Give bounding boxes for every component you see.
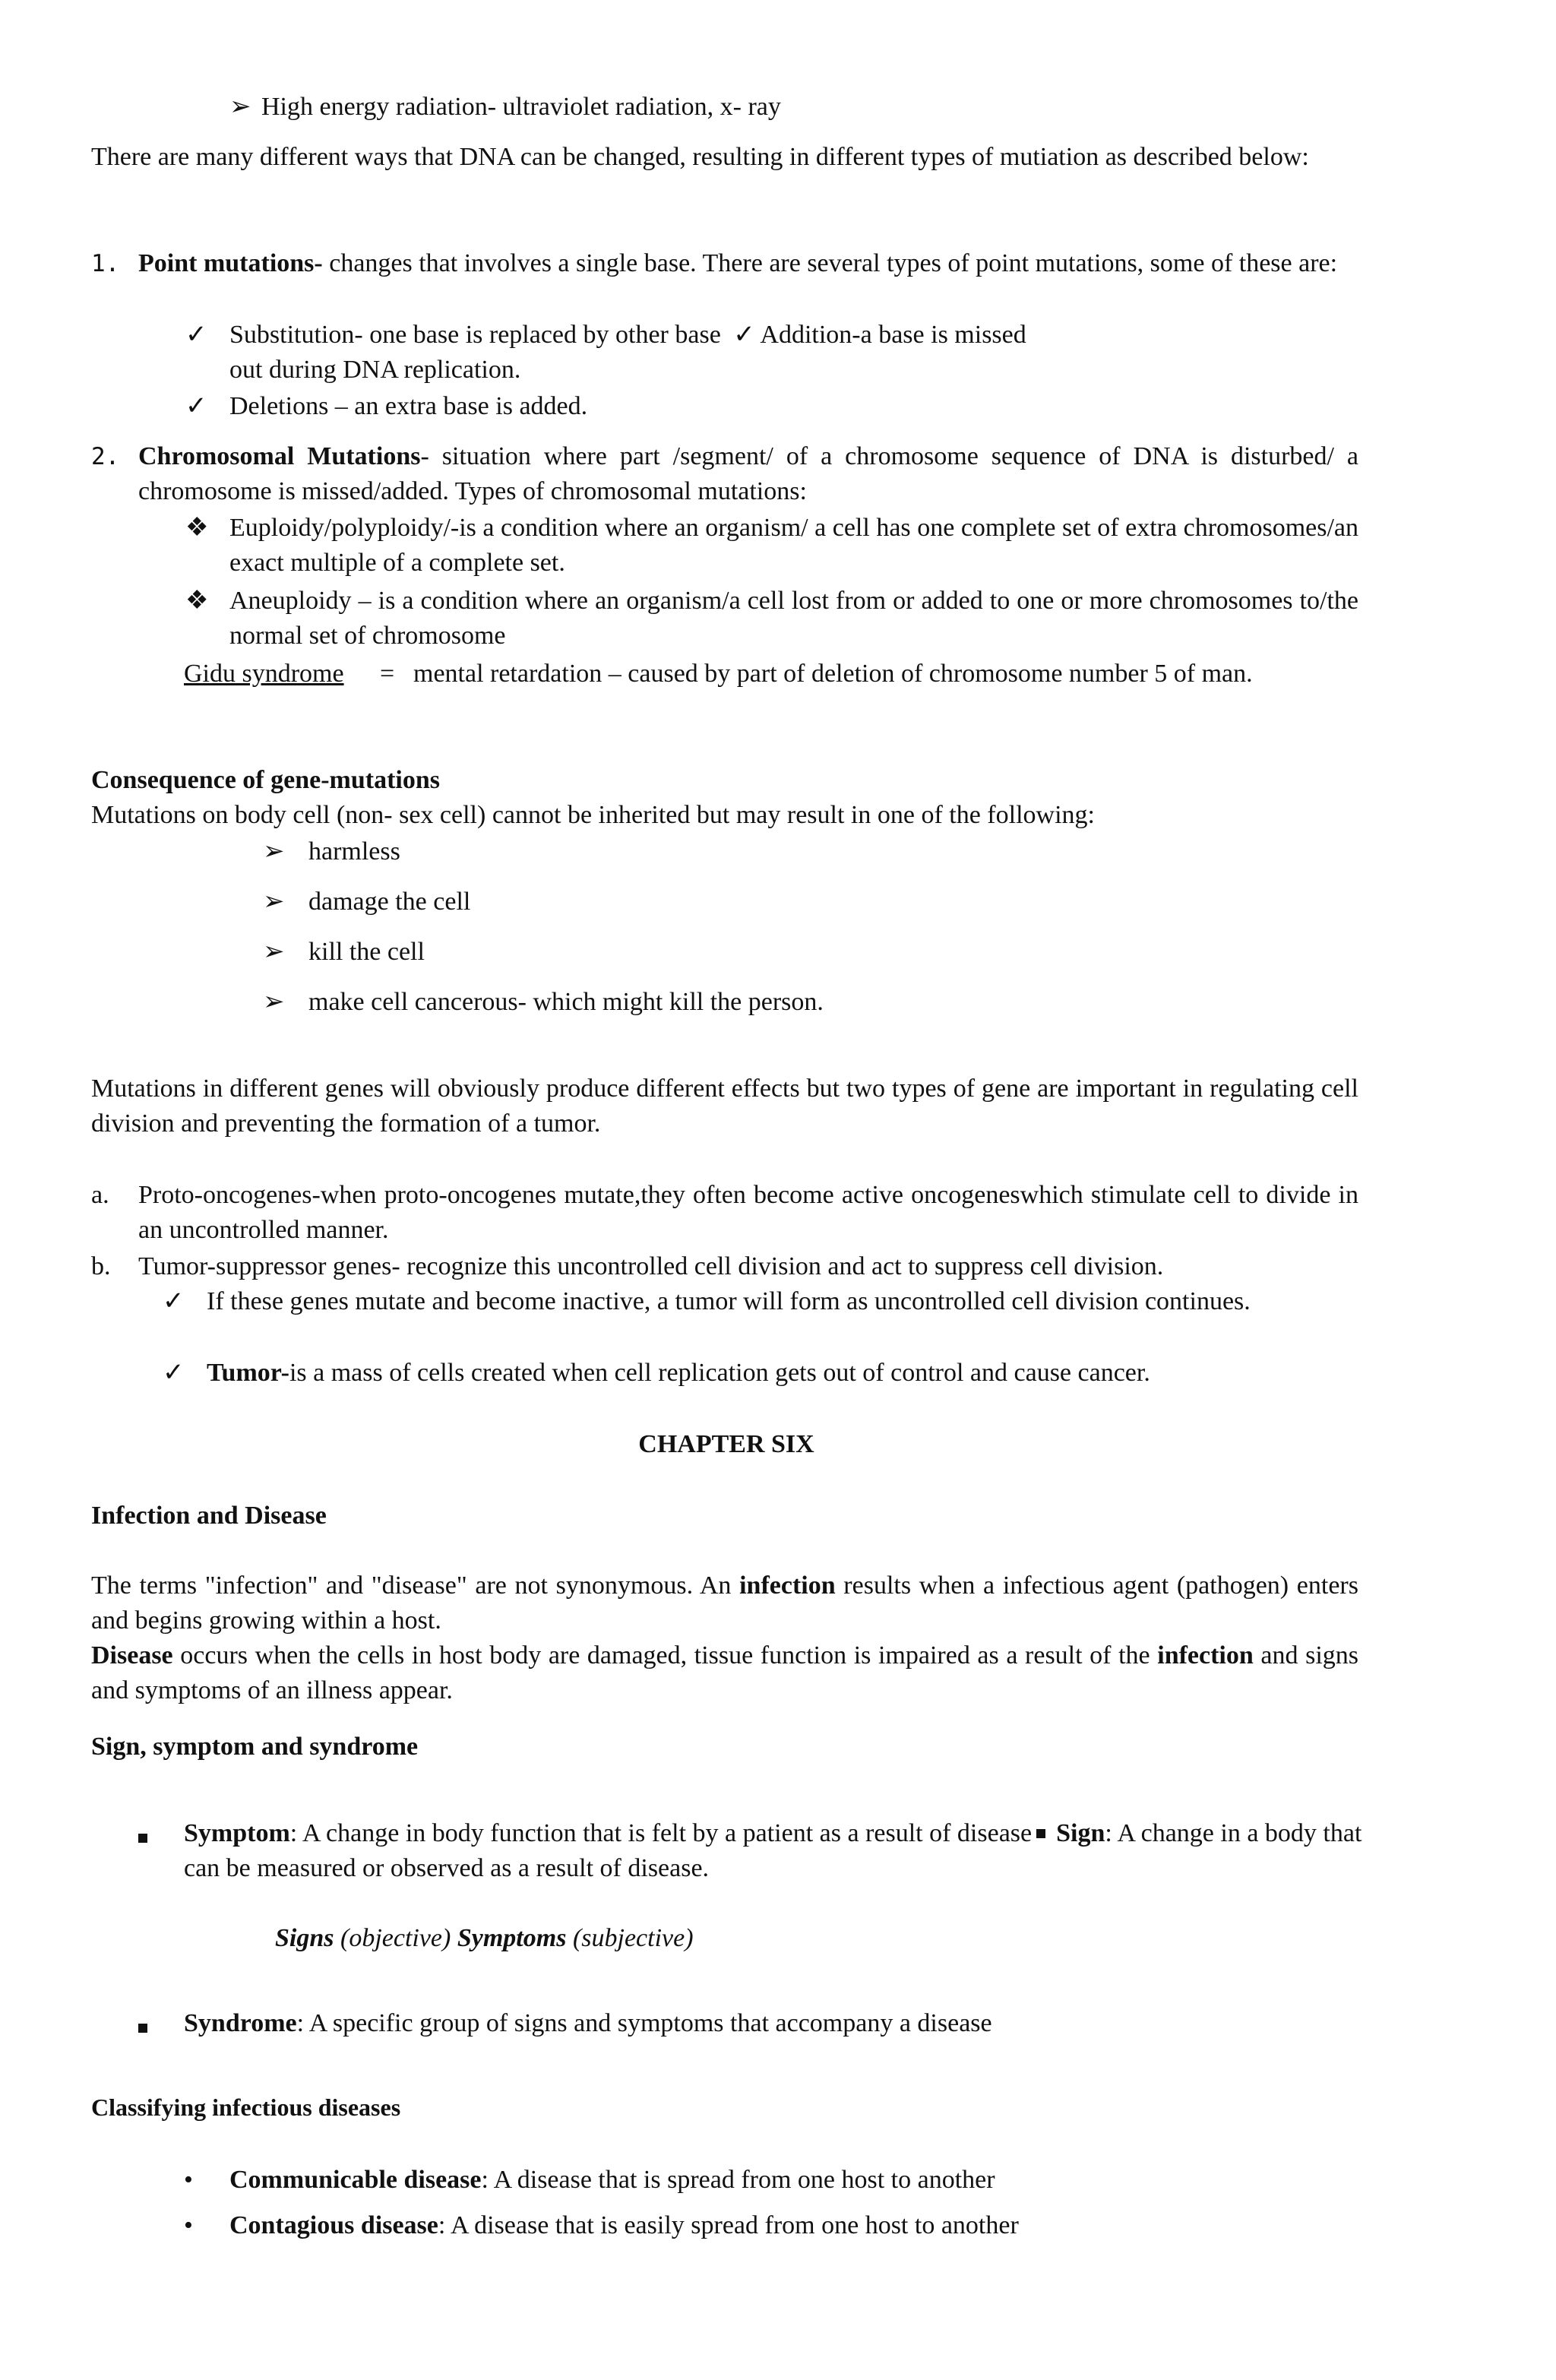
consequence-item: kill the cell — [308, 938, 425, 966]
sign-term: Sign — [1056, 1819, 1105, 1847]
diamond-bullet-icon: ❖ — [185, 587, 209, 615]
point-mutations-title: Point mutations- — [138, 249, 323, 277]
list-label-a: a. — [91, 1181, 109, 1209]
chapter-title: CHAPTER SIX — [638, 1430, 814, 1458]
square-bullet-icon — [138, 2009, 147, 2044]
equals-sign: = — [380, 660, 395, 688]
tumor-suppressor-item: Tumor-suppressor genes- recognize this uncontrolled cell division and act to suppress cell division. — [138, 1252, 1164, 1280]
communicable-item — [229, 2163, 995, 2198]
intro-paragraph: There are many different ways that DNA can be changed, resulting in different types of mutiation as described below: — [91, 143, 1309, 171]
syndrome-definition: : A specific group of signs and symptoms that accompany a disease — [296, 2009, 992, 2037]
infection-paragraph — [91, 1568, 1358, 1638]
consequence-item: damage the cell — [308, 888, 471, 916]
contagious-item — [229, 2208, 1019, 2243]
diamond-bullet-icon: ❖ — [185, 514, 209, 542]
square-bullet-icon — [138, 1819, 147, 1854]
subjective-label: (subjective) — [566, 1924, 694, 1952]
square-bullet-icon — [1036, 1829, 1045, 1838]
tumor-term: Tumor- — [207, 1359, 289, 1387]
dot-bullet-icon: • — [184, 2166, 193, 2194]
replication-line: out during DNA replication. — [229, 356, 521, 384]
arrow-bullet-icon: ➢ — [263, 888, 285, 916]
disease-term: Disease — [91, 1641, 173, 1669]
radiation-item: High energy radiation- ultraviolet radiation, x- ray — [261, 93, 781, 121]
tumor-definition-item — [207, 1356, 1150, 1391]
check-icon: ✓ — [185, 321, 207, 349]
sign-symptom-syndrome-heading: Sign, symptom and syndrome — [91, 1733, 419, 1761]
substitution-item — [229, 318, 1026, 353]
check-icon: ✓ — [163, 1359, 185, 1387]
consequence-text: Mutations on body cell (non- sex cell) cannot be inherited but may result in one of the following: — [91, 801, 1095, 829]
deletions-item: Deletions – an extra base is added. — [229, 392, 588, 420]
aneuploidy-item: Aneuploidy – is a condition where an organism/a cell lost from or added to one or more chromosomes to/the normal set of chromosome — [229, 587, 1358, 650]
infection-text: results when a infectious agent (pathogen) enters and begins growing within a host. — [91, 1571, 1358, 1635]
tumor-forms-item: If these genes mutate and become inactive, a tumor will form as uncontrolled cell division continues. — [207, 1287, 1251, 1315]
symptom-term: Symptom — [184, 1819, 290, 1847]
contagious-definition: : A disease that is easily spread from one host to another — [438, 2211, 1019, 2239]
check-icon: ✓ — [163, 1287, 185, 1315]
communicable-definition: : A disease that is spread from one host to another — [481, 2166, 995, 2194]
chromosomal-mutations-title: Chromosomal Mutations — [138, 442, 421, 470]
infection-disease-heading: Infection and Disease — [91, 1502, 327, 1530]
arrow-bullet-icon: ➢ — [263, 837, 285, 866]
symptoms-word: Symptoms — [457, 1924, 567, 1952]
consequence-heading: Consequence of gene-mutations — [91, 766, 440, 794]
gidu-syndrome-text: mental retardation – caused by part of deletion of chromosome number 5 of man. — [413, 660, 1253, 688]
syndrome-term: Syndrome — [184, 2009, 297, 2037]
arrow-bullet-icon: ➢ — [229, 93, 251, 121]
dot-bullet-icon: • — [184, 2211, 193, 2239]
signs-symptoms-comparison — [275, 1921, 694, 1956]
consequence-item: make cell cancerous- which might kill the person. — [308, 988, 824, 1016]
gidu-syndrome-label: Gidu syndrome — [184, 660, 344, 688]
classifying-heading: Classifying infectious diseases — [91, 2094, 401, 2121]
infection-text: The terms "infection" and "disease" are not synonymous. An — [91, 1571, 740, 1600]
euploidy-item: Euploidy/polyploidy/-is a condition where an organism/ a cell has one complete set of extra chromosomes/an exact multiple of a complete set. — [229, 514, 1358, 577]
genes-paragraph: Mutations in different genes will obviously produce different effects but two types of gene are important in regulating cell division and preventing the formation of a tumor. — [91, 1074, 1358, 1138]
disease-paragraph — [91, 1638, 1358, 1708]
list-number-1: 1. — [91, 250, 120, 277]
point-mutations-paragraph — [138, 246, 1358, 281]
consequence-item: harmless — [308, 837, 400, 866]
symptom-sign-item — [184, 1816, 1366, 1886]
check-icon: ✓ — [733, 321, 755, 349]
addition-text: Addition-a base is missed — [760, 321, 1026, 349]
symptom-definition: : A change in body function that is felt by a patient as a result of disease — [289, 1819, 1033, 1847]
infection-term: infection — [739, 1571, 836, 1600]
list-label-b: b. — [91, 1252, 111, 1280]
arrow-bullet-icon: ➢ — [263, 938, 285, 966]
syndrome-item — [184, 2006, 992, 2041]
substitution-text: Substitution- one base is replaced by other base — [229, 321, 721, 349]
objective-label: (objective) — [334, 1924, 457, 1952]
infection-term: infection — [1157, 1641, 1254, 1669]
chromosomal-mutations-paragraph — [138, 439, 1358, 509]
tumor-definition-text: is a mass of cells created when cell replication gets out of control and cause cancer. — [289, 1359, 1150, 1387]
signs-word: Signs — [275, 1924, 334, 1952]
disease-text: occurs when the cells in host body are damaged, tissue function is impaired as a result of the — [172, 1641, 1158, 1669]
list-number-2: 2. — [91, 443, 120, 470]
point-mutations-text: changes that involves a single base. There are several types of point mutations, some of these are: — [322, 249, 1338, 277]
sign-definition: : A change in a body that can be measured or observed as a result of disease. — [184, 1819, 1362, 1882]
proto-oncogenes-item: Proto-oncogenes-when proto-oncogenes mutate,they often become active oncogeneswhich stimulate cell to divide in an uncontrolled manner. — [138, 1181, 1358, 1244]
disease-text: and signs and symptoms of an illness appear. — [91, 1641, 1359, 1704]
arrow-bullet-icon: ➢ — [263, 988, 285, 1016]
chromosomal-mutations-text: - situation where part /segment/ of a chromosome sequence of DNA is disturbed/ a chromosome is missed/added. Types of chromosomal mutations: — [138, 442, 1359, 505]
check-icon: ✓ — [185, 392, 207, 420]
contagious-term: Contagious disease — [229, 2211, 438, 2239]
communicable-term: Communicable disease — [229, 2166, 482, 2194]
